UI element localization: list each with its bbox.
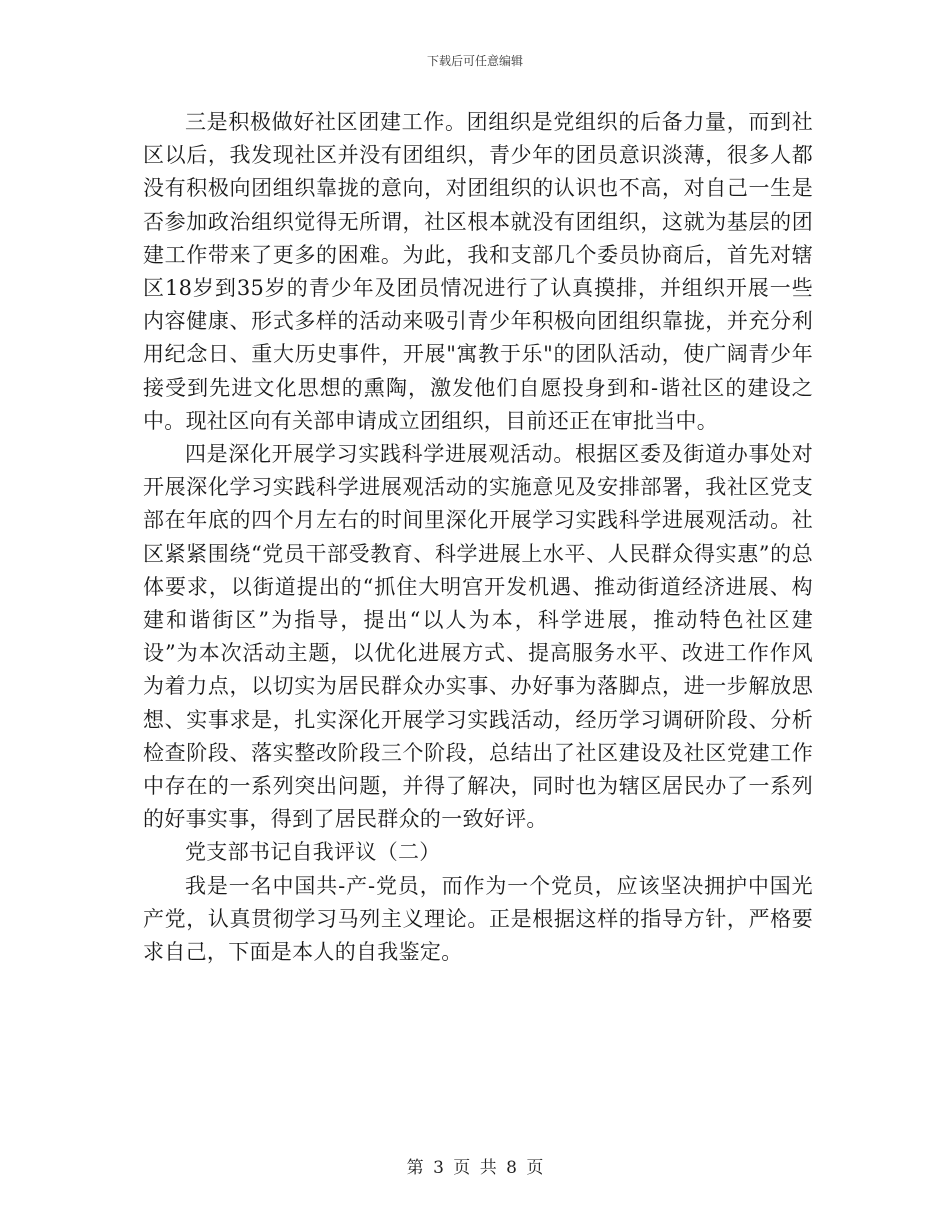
paragraph-youth-league: 三是积极做好社区团建工作。团组织是党组织的后备力量，而到社区以后，我发现社区并没有团组织，青少年的团员意识淡薄，很多人都没有积极向团组织靠拢的意向，对团组织的认识也不高，对自己一生是否参加政治组织觉得无所谓，社区根本就没有团组织，这就为基层的团建工作带来了更多的困难。为此，我和支部几个委员协商后，首先对辖区18岁到35岁的青少年及团员情况进行了认真摸排，并组织开展一些内容健康、形式多样的活动来吸引青少年积极向团组织靠拢，并充分利用纪念日、重大历史事件，开展"寓教于乐"的团队活动，使广阔青少年接受到先进文化思想的熏陶，激发他们自愿投身到和-谐社区的建设之中。现社区向有关部申请成立团组织，目前还正在审批当中。 [143,110,813,433]
header-note: 下载后可任意编辑 [426,54,523,68]
page-number: 第 3 页 共 8 页 [406,1158,544,1178]
document-body [143,106,813,969]
section-heading: 党支部书记自我评议（二） [185,840,441,865]
paragraph-scientific-development: 四是深化开展学习实践科学进展观活动。根据区委及街道办事处对开展深化学习实践科学进展观活动的实施意见及安排部署，我社区党支部在年底的四个月左右的时间里深化开展学习实践科学进展观活动。社区紧紧围绕“党员干部受教育、科学进展上水平、人民群众得实惠”的总体要求，以街道提出的“抓住大明宫开发机遇、推动街道经济进展、构建和谐街区”为指导，提出“以人为本，科学进展，推动特色社区建设”为本次活动主题，以优化进展方式、提高服务水平、改进工作作风为着力点，以切实为居民群众办实事、办好事为落脚点，进一步解放思想、实事求是，扎实深化开展学习实践活动，经历学习调研阶段、分析检查阶段、落实整改阶段三个阶段，总结出了社区建设及社区党建工作中存在的一系列突出问题，并得了解决，同时也为辖区居民办了一系列的好事实事，得到了居民群众的一致好评。 [143,442,813,832]
paragraph-self-assessment: 我是一名中国共-产-党员，而作为一个党员，应该坚决拥护中国光产党，认真贯彻学习马列主义理论。正是根据这样的指导方针，严格要求自己，下面是本人的自我鉴定。 [143,873,813,965]
